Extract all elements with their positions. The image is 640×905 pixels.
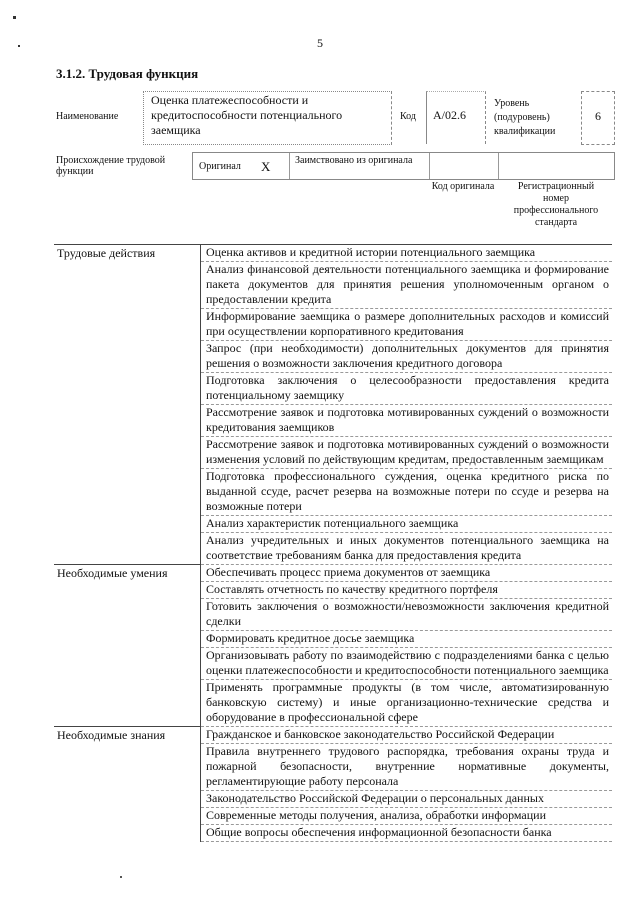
- list-item: Рассмотрение заявок и подготовка мотивированных суждений о возможности изменения условий по действующим кредитам, предоставленным заемщикам: [201, 437, 613, 469]
- list-item: Рассмотрение заявок и подготовка мотивированных суждений о возможности кредитования заемщиков: [201, 405, 613, 437]
- level-field: [581, 91, 615, 145]
- list-item: Обеспечивать процесс приема документов от заемщика: [201, 565, 613, 582]
- list-item: Формировать кредитное досье заемщика: [201, 631, 613, 648]
- scan-speck: [13, 16, 16, 19]
- name-value: Оценка платежеспособности и кредитоспособности потенциального заемщика: [151, 93, 343, 137]
- origin-row: [192, 152, 615, 180]
- list-item: Подготовка профессионального суждения, оценка кредитного риска по выданной ссуде, расчет резерва на возможные потери по ссуде и резерва на возможные потери: [201, 469, 613, 516]
- code-field: [426, 91, 486, 144]
- origin-original-cell: [193, 153, 290, 179]
- origin-borrowed-cell: [290, 153, 430, 179]
- borrowed-label: Заимствовано из оригинала: [295, 155, 413, 166]
- code-value: А/02.6: [433, 108, 466, 122]
- list-item: Подготовка заключения о целесообразности предоставления кредита потенциальному заемщику: [201, 373, 613, 405]
- list-item: Современные методы получения, анализа, обработки информации: [201, 808, 613, 825]
- reg-caption: Регистрационный номер профессионального стандарта: [513, 181, 599, 228]
- origin-label: Происхождение трудовой функции: [56, 155, 166, 177]
- list-item: Составлять отчетность по качеству кредитного портфеля: [201, 582, 613, 599]
- list-item: Анализ учредительных и иных документов потенциального заемщика на соответствие требованиям банка для предоставления кредита: [201, 533, 613, 565]
- list-item: Законодательство Российской Федерации о персональных данных: [201, 791, 613, 808]
- code-caption: Код оригинала: [431, 181, 495, 192]
- level-label: Уровень (подуровень) квалификации: [494, 98, 556, 137]
- name-label: Наименование: [56, 111, 119, 122]
- list-item: Гражданское и банковское законодательство Российской Федерации: [201, 727, 613, 744]
- list-item: Анализ характеристик потенциального заемщика: [201, 516, 613, 533]
- level-value: 6: [595, 109, 601, 123]
- code-label: Код: [400, 111, 416, 122]
- table-row: [54, 727, 612, 744]
- list-item: Готовить заключения о возможности/невозможности заключения кредитной сделки: [201, 599, 613, 631]
- section-title: 3.1.2. Трудовая функция: [56, 66, 199, 81]
- origin-reg-cell: [499, 153, 613, 179]
- list-item: Организовывать работу по взаимодействию с подразделениями банка с целью оценки платежеспособности и кредитоспособности потенциального заемщика: [201, 648, 613, 680]
- origin-code-cell: [430, 153, 499, 179]
- original-label: Оригинал: [199, 161, 241, 172]
- original-mark: X: [261, 159, 271, 174]
- function-table: [54, 244, 612, 842]
- group-label: Необходимые знания: [54, 727, 201, 842]
- list-item: Информирование заемщика о размере дополнительных расходов и комиссий при осуществлении корпоративного кредитования: [201, 309, 613, 341]
- list-item: Оценка активов и кредитной истории потенциального заемщика: [201, 245, 613, 262]
- list-item: Анализ финансовой деятельности потенциального заемщика и формирование пакета документов для принятия решения уполномоченным органом о предоставлении кредита: [201, 262, 613, 309]
- group-label: Необходимые умения: [54, 565, 201, 727]
- table-row: [54, 245, 612, 262]
- list-item: Общие вопросы обеспечения информационной безопасности банка: [201, 825, 613, 842]
- scan-speck: [120, 876, 122, 878]
- list-item: Запрос (при необходимости) дополнительных документов для принятия решения о возможности заключения кредитного договора: [201, 341, 613, 373]
- page-number: 5: [317, 36, 323, 50]
- group-label: Трудовые действия: [54, 245, 201, 565]
- table-row: [54, 565, 612, 582]
- list-item: Правила внутреннего трудового распорядка, требования охраны труда и пожарной безопасности, внутренние нормативные документы, регламентирующие работу персонала: [201, 744, 613, 791]
- name-field: [143, 91, 392, 145]
- list-item: Применять программные продукты (в том числе, автоматизированную банковскую систему) и иные организационно-технические средства и оборудование в профессиональной сфере: [201, 680, 613, 727]
